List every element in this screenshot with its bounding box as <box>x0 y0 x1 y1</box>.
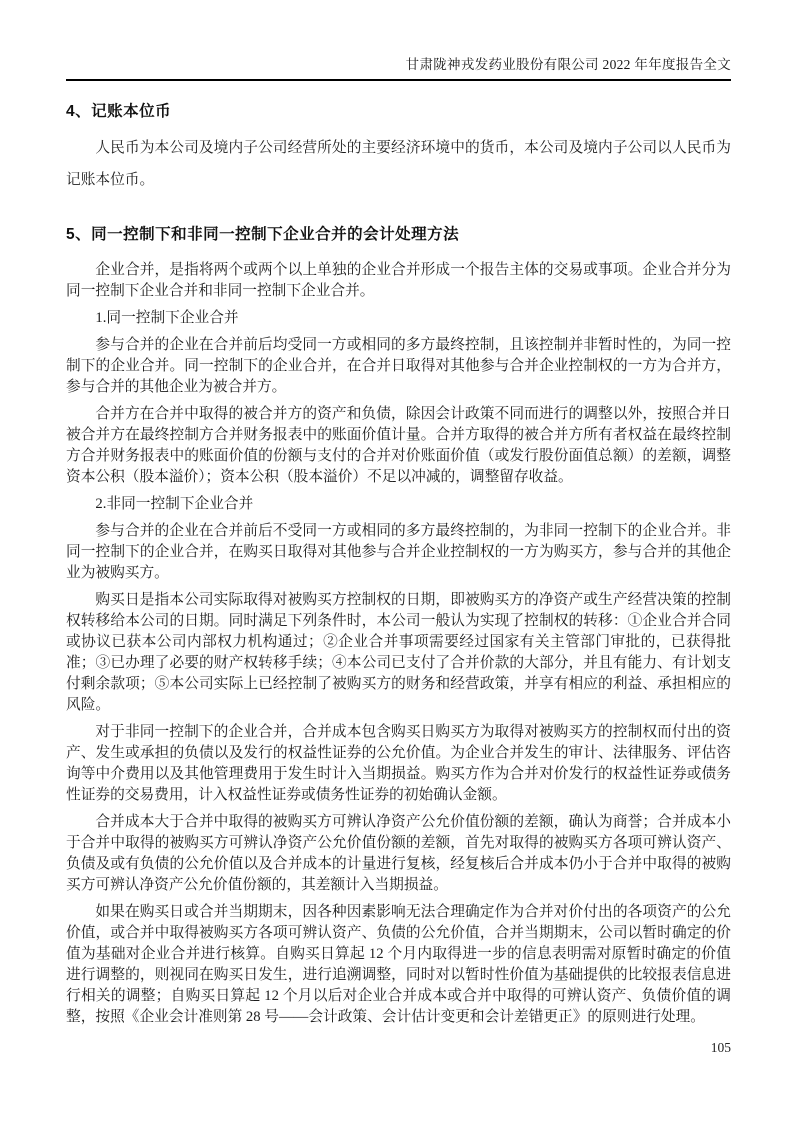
body-paragraph: 参与合并的企业在合并前后均受同一方或相同的多方最终控制，且该控制并非暂时性的，为同一控制下的企业合并。同一控制下的企业合并，在合并日取得对其他参与合并企业控制权的一方为合并方，参与合并的其他企业为被合并方。 <box>66 336 731 395</box>
body-paragraph: 人民币为本公司及境内子公司经营所处的主要经济环境中的货币，本公司及境内子公司以人民币为记账本位币。 <box>66 140 731 189</box>
page-header <box>66 0 731 81</box>
section-heading-5: 5、同一控制下和非同一控制下企业合并的会计处理方法 <box>66 226 460 244</box>
body-paragraph: 参与合并的企业在合并前后不受同一方或相同的多方最终控制的，为非同一控制下的企业合并。非同一控制下的企业合并，在购买日取得对其他参与合并企业控制权的一方为购买方，参与合并的其他企业为被购买方。 <box>66 522 731 581</box>
body-paragraph: 合并方在合并中取得的被合并方的资产和负债，除因会计政策不同而进行的调整以外，按照合并日被合并方在最终控制方合并财务报表中的账面价值计量。合并方取得的被合并方所有者权益在最终控制方合并财务报表中的账面价值的份额与支付的合并对价账面价值（或发行股份面值总额）的差额，调整资本公积（股本溢价）；资本公积（股本溢价）不足以冲减的，调整留存收益。 <box>66 405 731 485</box>
body-subheading-2: 2.非同一控制下企业合并 <box>95 495 254 512</box>
page-number: 105 <box>710 1040 731 1055</box>
body-subheading-1: 1.同一控制下企业合并 <box>95 309 239 326</box>
body-paragraph: 企业合并，是指将两个或两个以上单独的企业合并形成一个报告主体的交易或事项。企业合并分为同一控制下企业合并和非同一控制下企业合并。 <box>66 261 731 299</box>
body-paragraph: 购买日是指本公司实际取得对被购买方控制权的日期，即被购买方的净资产或生产经营决策的控制权转移给本公司的日期。同时满足下列条件时，本公司一般认为实现了控制权的转移：①企业合并合同或协议已获本公司内部权力机构通过；②企业合并事项需要经过国家有关主管部门审批的，已获得批准；③已办理了必要的财产权转移手续；④本公司已支付了合并价款的大部分，并且有能力、有计划支付剩余款项；⑤本公司实际上已经控制了被购买方的财务和经营政策，并享有相应的利益、承担相应的风险。 <box>66 591 731 713</box>
body-paragraph: 合并成本大于合并中取得的被购买方可辨认净资产公允价值份额的差额，确认为商誉；合并成本小于合并中取得的被购买方可辨认净资产公允价值份额的差额，首先对取得的被购买方各项可辨认资产、负债及或有负债的公允价值以及合并成本的计量进行复核，经复核后合并成本仍小于合并中取得的被购买方可辨认净资产公允价值份额的，其差额计入当期损益。 <box>66 813 731 893</box>
report-header-title: 甘肃陇神戎发药业股份有限公司 2022 年年度报告全文 <box>405 57 731 72</box>
section-heading-4: 4、记账本位币 <box>66 103 172 120</box>
body-paragraph: 如果在购买日或合并当期期末，因各种因素影响无法合理确定作为合并对价付出的各项资产的公允价值，或合并中取得被购买方各项可辨认资产、负债的公允价值，合并当期期末，公司以暂时确定的价值为基础对企业合并进行核算。自购买日算起 12 个月内取得进一步的信息表明需对原暂时确定的价值进行调整的，则视同在购买日发生，进行追溯调整，同时对以暂时性价值为基础提供的比较报表信息进行相关的调整；自购买日算起 12 个月以后对企业合并成本或合并中取得的可辨认资产、负债价值的调整，按照《企业会计准则第 28 号——会计政策、会计估计变更和会计差错更正》的原则进行处理。 <box>66 903 731 1025</box>
body-paragraph: 对于非同一控制下的企业合并，合并成本包含购买日购买方为取得对被购买方的控制权而付出的资产、发生或承担的负债以及发行的权益性证券的公允价值。为企业合并发生的审计、法律服务、评估咨询等中介费用以及其他管理费用于发生时计入当期损益。购买方作为合并对价发行的权益性证券或债务性证券的交易费用，计入权益性证券或债务性证券的初始确认金额。 <box>66 723 731 803</box>
page-content <box>66 102 731 1028</box>
